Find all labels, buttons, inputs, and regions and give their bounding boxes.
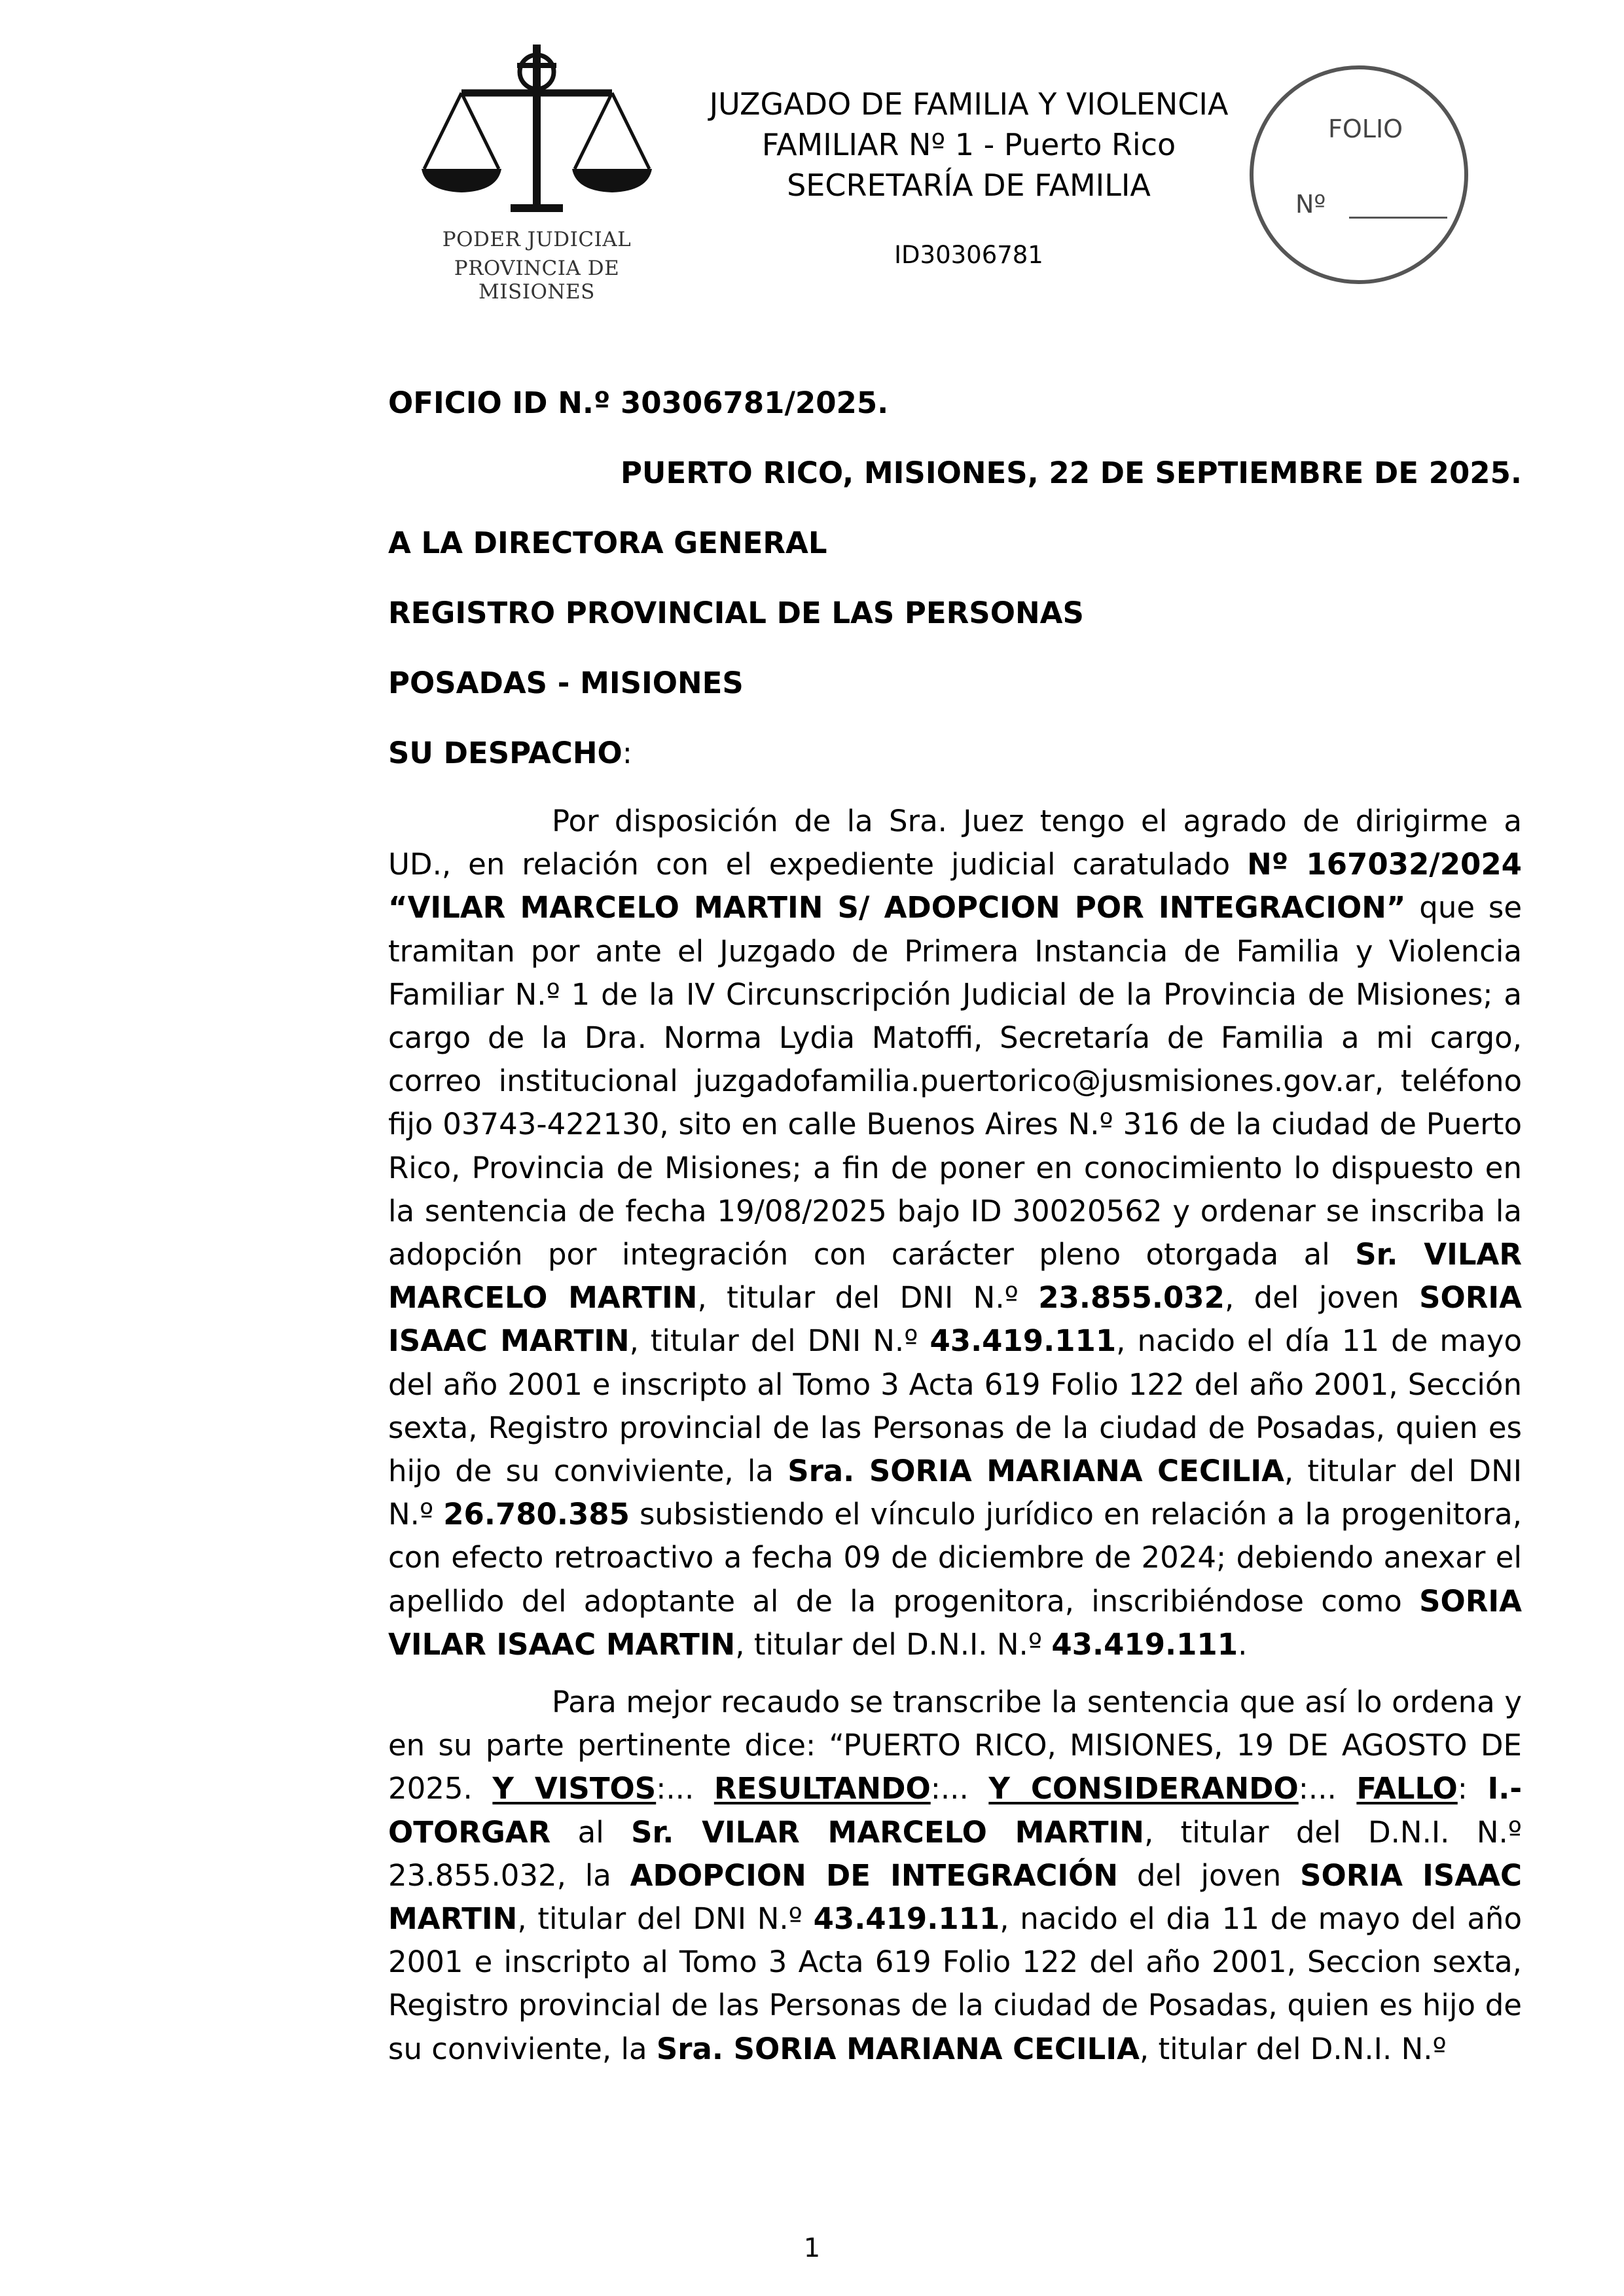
court-line-3: SECRETARÍA DE FAMILIA: [787, 168, 1151, 203]
adoption-type: ADOPCION DE INTEGRACIÓN: [630, 1857, 1119, 1893]
text-run: , nacido el dia 11 de mayo del año 2001 e inscripto al Tomo 3 Acta 619 Folio 122 del año 2001, Seccion sexta, Registro provincial de las Personas de la ciudad de Posadas, quien es hijo de su conviviente, la: [388, 1901, 1522, 2066]
adoptee-dni: 43.419.111: [813, 1901, 1000, 1937]
text-run: :...: [656, 1771, 714, 1806]
new-name-dni: 43.419.111: [1051, 1626, 1238, 1662]
folio-circle-icon: [1246, 62, 1472, 288]
scales-of-justice-icon: [419, 39, 655, 216]
adoptee-name: SORIA ISAAC MARTIN: [388, 1280, 1522, 1359]
y-vistos: Y VISTOS: [492, 1771, 657, 1806]
document-body: [388, 380, 1522, 2071]
text-run: , titular del DNI N.º: [517, 1901, 814, 1937]
folio-number-label: Nº: [1295, 190, 1326, 219]
text-run: , titular del DNI N.º: [697, 1280, 1039, 1316]
text-run: :...: [930, 1771, 989, 1806]
addressee-line-3: POSADAS - MISIONES: [388, 666, 744, 700]
text-run: , titular del DNI N.º: [629, 1323, 930, 1359]
document-id: ID30306781: [894, 241, 1043, 269]
case-title: Nº 167032/2024 “VILAR MARCELO MARTIN S/ ADOPCION POR INTEGRACION”: [388, 847, 1522, 925]
paragraph-1: [388, 800, 1522, 1666]
text-run: que se tramitan por ante el Juzgado de Primera Instancia de Familia y Violencia Familiar N.º 1 de la IV Circunscripción Judicial de la Provincia de Misiones; a cargo de la Dra. Norma Lydia Matoffi, Secretaría de Familia a mi cargo, correo institucional juzgadofamilia.puertorico@jusmisiones.gov.ar, teléfono fijo 03743-422130, sito en calle Buenos Aires N.º 316 de la ciudad de Puerto Rico, Provincia de Misiones; a fin de poner en conocimiento lo dispuesto en la sentencia de fecha 19/08/2025 bajo ID 30020562 y ordenar se inscriba la adopción por integración con carácter pleno otorgada al: [388, 890, 1523, 1272]
oficio-number: OFICIO ID N.º 30306781/2025.: [388, 386, 889, 420]
resultando: RESULTANDO: [713, 1771, 931, 1806]
mother-name: Sra. SORIA MARIANA CECILIA: [656, 2031, 1140, 2066]
text-run: , titular del D.N.I. N.º 23.855.032, la: [388, 1814, 1523, 1893]
new-name: SORIA VILAR ISAAC MARTIN: [388, 1583, 1522, 1662]
adopter-name: Sr. VILAR MARCELO MARTIN: [388, 1237, 1522, 1316]
text-run: Para mejor recaudo se transcribe la sentencia que así lo ordena y en su parte pertinente dice: “PUERTO RICO, MISIONES, 19 DE AGOSTO DE 2025.: [388, 1685, 1522, 1806]
salutation-colon: :: [622, 736, 632, 770]
y-considerando: Y CONSIDERANDO: [988, 1771, 1299, 1806]
text-run: :: [1457, 1771, 1488, 1806]
text-run: subsistiendo el vínculo jurídico en relación a la progenitora, con efecto retroactivo a fecha 09 de diciembre de 2024; debiendo anexar el apellido del adoptante al de la progenitora, inscribiéndose como: [388, 1497, 1522, 1619]
addressee-line-1: A LA DIRECTORA GENERAL: [388, 526, 827, 560]
page-number: 1: [803, 2233, 821, 2263]
text-run: al: [550, 1814, 632, 1850]
adoptee-name: SORIA ISAAC MARTIN: [388, 1857, 1522, 1937]
court-line-2: FAMILIAR Nº 1 - Puerto Rico: [761, 127, 1176, 162]
adopter-name: Sr. VILAR MARCELO MARTIN: [631, 1814, 1144, 1850]
text-run: .: [1238, 1626, 1248, 1662]
place-date: PUERTO RICO, MISIONES, 22 DE SEPTIEMBRE DE 2025.: [620, 456, 1522, 490]
salutation-text: SU DESPACHO: [388, 736, 623, 770]
folio-stamp: [1246, 62, 1472, 288]
mother-dni: 26.780.385: [443, 1497, 630, 1532]
court-line-1: JUZGADO DE FAMILIA Y VIOLENCIA: [709, 86, 1229, 122]
text-run: , titular del D.N.I. N.º: [1139, 2031, 1447, 2066]
text-run: del joven: [1118, 1857, 1301, 1893]
text-run: :...: [1298, 1771, 1357, 1806]
adopter-dni: 23.855.032: [1038, 1280, 1225, 1316]
salutation: [388, 730, 1522, 800]
folio-label: FOLIO: [1328, 115, 1403, 143]
text-run: , nacido el día 11 de mayo del año 2001 e inscripto al Tomo 3 Acta 619 Folio 122 del año 2001, Sección sexta, Registro provincial de las Personas de la ciudad de Posadas, quien es hijo de su conviviente, la: [388, 1323, 1522, 1489]
folio-number-blank: [1349, 217, 1447, 219]
logo-line-1: PODER JUDICIAL: [442, 228, 632, 251]
mother-name: Sra. SORIA MARIANA CECILIA: [787, 1454, 1284, 1489]
text-run: , del joven: [1224, 1280, 1420, 1316]
otorgar: I.- OTORGAR: [388, 1771, 1522, 1850]
text-run: , titular del D.N.I. N.º: [735, 1626, 1052, 1662]
text-run: , titular del DNI N.º: [388, 1454, 1523, 1532]
court-heading: [681, 84, 1257, 206]
text-run: Por disposición de la Sra. Juez tengo el agrado de dirigirme a UD., en relación con el expediente judicial caratulado: [388, 804, 1522, 882]
fallo: FALLO: [1356, 1771, 1458, 1806]
addressee-line-2: REGISTRO PROVINCIAL DE LAS PERSONAS: [388, 596, 1084, 630]
judicial-logo: [393, 39, 681, 304]
adoptee-dni: 43.419.111: [929, 1323, 1117, 1359]
paragraph-2: [388, 1681, 1522, 2071]
logo-line-2: PROVINCIA DE MISIONES: [454, 257, 620, 304]
